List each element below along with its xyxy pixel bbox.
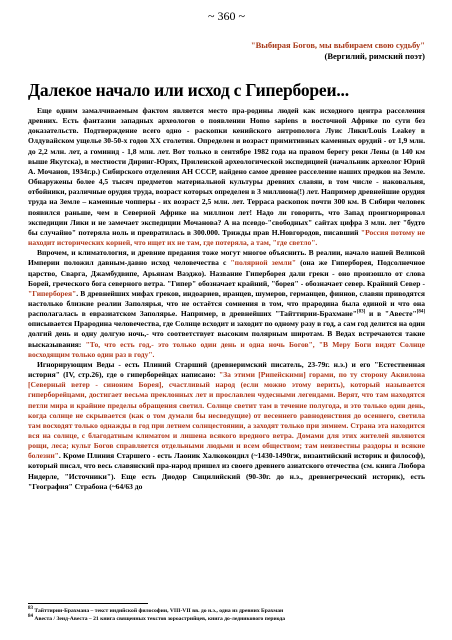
epigraph-author: (Вергилий, римский поэт) — [324, 51, 425, 61]
paragraph-2 — [28, 248, 425, 360]
footnote-ref-84[interactable]: [84] — [416, 309, 425, 315]
footnote-84 — [28, 615, 425, 623]
paragraph-3 — [28, 360, 425, 492]
footnote-text: Авеста / Зенд-Авеста – 21 книга священных текстов зороастрийцев, книга до-ледникового периода — [33, 616, 286, 622]
paragraph-3-text-a: Игнорирующим Веды - есть Плиний Старший (древнеримский писатель, 23-79г. н.э.) и его "Естественная история" (IV, стр.26), где о гиперборейцах написано: — [28, 359, 425, 380]
paragraph-2-quote-3: "То, что есть год,- это только один день и одна ночь Богов", "В Меру Боги видят Солнце восходящим только один раз в году". — [28, 339, 425, 359]
epigraph-quote: "Выбирая Богов, мы выбираем свою судьбу" — [250, 40, 425, 50]
paragraph-3-text-b: . Кроме Плиния Старшего - есть Лаоник Халкокондил (~1430-1490гж, византийский историк и философ), который писал, что весь славянский пра-народ пришел из своего древнего азиатского отечества (см. книга Любора Нидерле, "Источники"). Еще есть Диодор Сицилийский (90-30г. до н.э., древнегреческий историк), есть "География" Страбона (~64/63 до — [28, 451, 425, 491]
footnote-number: 83 — [28, 606, 33, 612]
footnotes — [28, 603, 425, 623]
paragraph-2-text-b: (она же Гиперборея, Подсолнечное царство, Сварга, Джамбудвипе, Арьянам Ваэджо). Название Гиперборея дали греки - оно произошло от слова Борей, греческого бога северного ветра. "Гипер" обозначает крайний, "борея" - обозначает север. Крайний Север - — [28, 258, 425, 288]
footnote-number: 84 — [28, 614, 33, 620]
page-number: ~ 360 ~ — [208, 9, 245, 23]
paragraph-2-quote-1: "полярной земли" — [230, 258, 297, 268]
section-title: Далекое начало или исход с Гипербореи... — [28, 80, 349, 100]
footnote-ref-83[interactable]: [83] — [356, 309, 366, 315]
paragraph-2-text-d: и в "Авесте" — [365, 309, 417, 319]
paragraph-1-text: Еще одним замалчиваемым фактом является место пра-родины людей как исходного центра расселения древних. Есть фантазии западных археологов о появлении Homo sapiens в восточной Африке по сути без доказательств. Подтверждение всего одно - раскопки кенийского антрополога Луис Лики/Louis Leakey в Олдувайском ущелье 30-50-х годов XX столетия. Определен и возраст примитивных каменных орудий - от 1,9 млн. до 2,2 млн. лет, а гоминид - 1,8 млн. лет. Вот только в сентябре 1982 года на правом берегу реки Лены (в 140 км выше Якутска), в местности Диринг-Юрях, Приленской археологической экспедицией (начальник археолог Юрий А. Мочанов, 1934г.р.) Сибирского отделения АН СССР, найдено самое древнее расселение наших предков на Земле. Обнаружены более 4,5 тысяч предметов материальной культуры древних славян, в том числе - наковальня, отбойники, различные орудия труда, возраст которых определен в 3 миллиона(!) лет. Например древнейшие орудия труда на Земле – каменные чопперы - их возраст 2,5 млн. лет. Терраса раскопок почти 300 км. В Сибири человек появился раньше, чем в Северной Африке на миллион лет! Надо ли говорить, что Запад проигнорировал экспедиции Лики и не замечает экспедиции Мочанова? А на псевдо-"свободных" сайтах цифра 3 млн. лет "будто бы случайно" потеряла ноль и превратилась в 300.000. Трижды прав Н.Новгородов, писавший — [28, 106, 425, 237]
paragraph-2-quote-2: "Гиперборея" — [28, 288, 77, 298]
paragraph-2-text-e: описывается Прародина человечества, где Солнце всходит и заходит по одному разу в год, а сам год делится на один долгий день и одну долгую ночь,- что соответствует высоким полярным широтам. В Ведах встречаются такие высказывания: — [28, 319, 425, 349]
paragraph-2-text-a: Впрочем, и климатология, и древние предания тоже могут многое объяснить. В реалии, начало нашей Великой Империи положил давным-давно исход человечества с — [28, 248, 425, 268]
paragraph-3-quote: "За этими [Рипейскими] горами, по ту сторону Аквилона [Северный ветер - синоним Борея], счастливый народ (если можно этому верить), который называется гиперборейцами, достигает весьма преклонных лет и прославлен чудесными легендами. Верят, что там находятся петли мира и крайние пределы обращения светил. Солнце светит там в течение полугода, и это только один день, когда солнце не скрывается (как о том думали бы несведущие) от весеннего равноденствия до осеннего, светила там восходят только однажды в год при летнем солнцестоянии, а заходят только при зимнем. Страна эта находится вся на солнце, с благодатным климатом и лишена всякого вредного ветра. Домами для этих жителей являются рощи, леса; культ Богов справляется отдельными людьми и всем обществом; там неизвестны раздоры и всякие болезни" — [28, 370, 425, 461]
paragraph-2-text-c: . В древнейших мифах греков, индоариев, иранцев, шумеров, германцев, финнов, славян приводятся настолько близкие реалии Заполярья, что не остаётся сомнения в том, что прародина была единой и что она располагалась в евразиатском Заполярье. Например, в древнейших "Тайттирии-Брахмане" — [28, 288, 425, 319]
footnote-text: Тайттирии-Брахмана – текст индийской философии, VIII-VII вв. до н.э., одна из древних Брахман — [33, 608, 284, 614]
footnote-83 — [28, 607, 425, 615]
footnote-divider — [28, 603, 148, 604]
epigraph — [28, 40, 425, 62]
paragraph-1 — [28, 106, 425, 248]
paragraph-1-quote: "Россия потому не находит исторических корней, что ищет их не там, где потеряла, а там, "где светло". — [28, 227, 425, 248]
